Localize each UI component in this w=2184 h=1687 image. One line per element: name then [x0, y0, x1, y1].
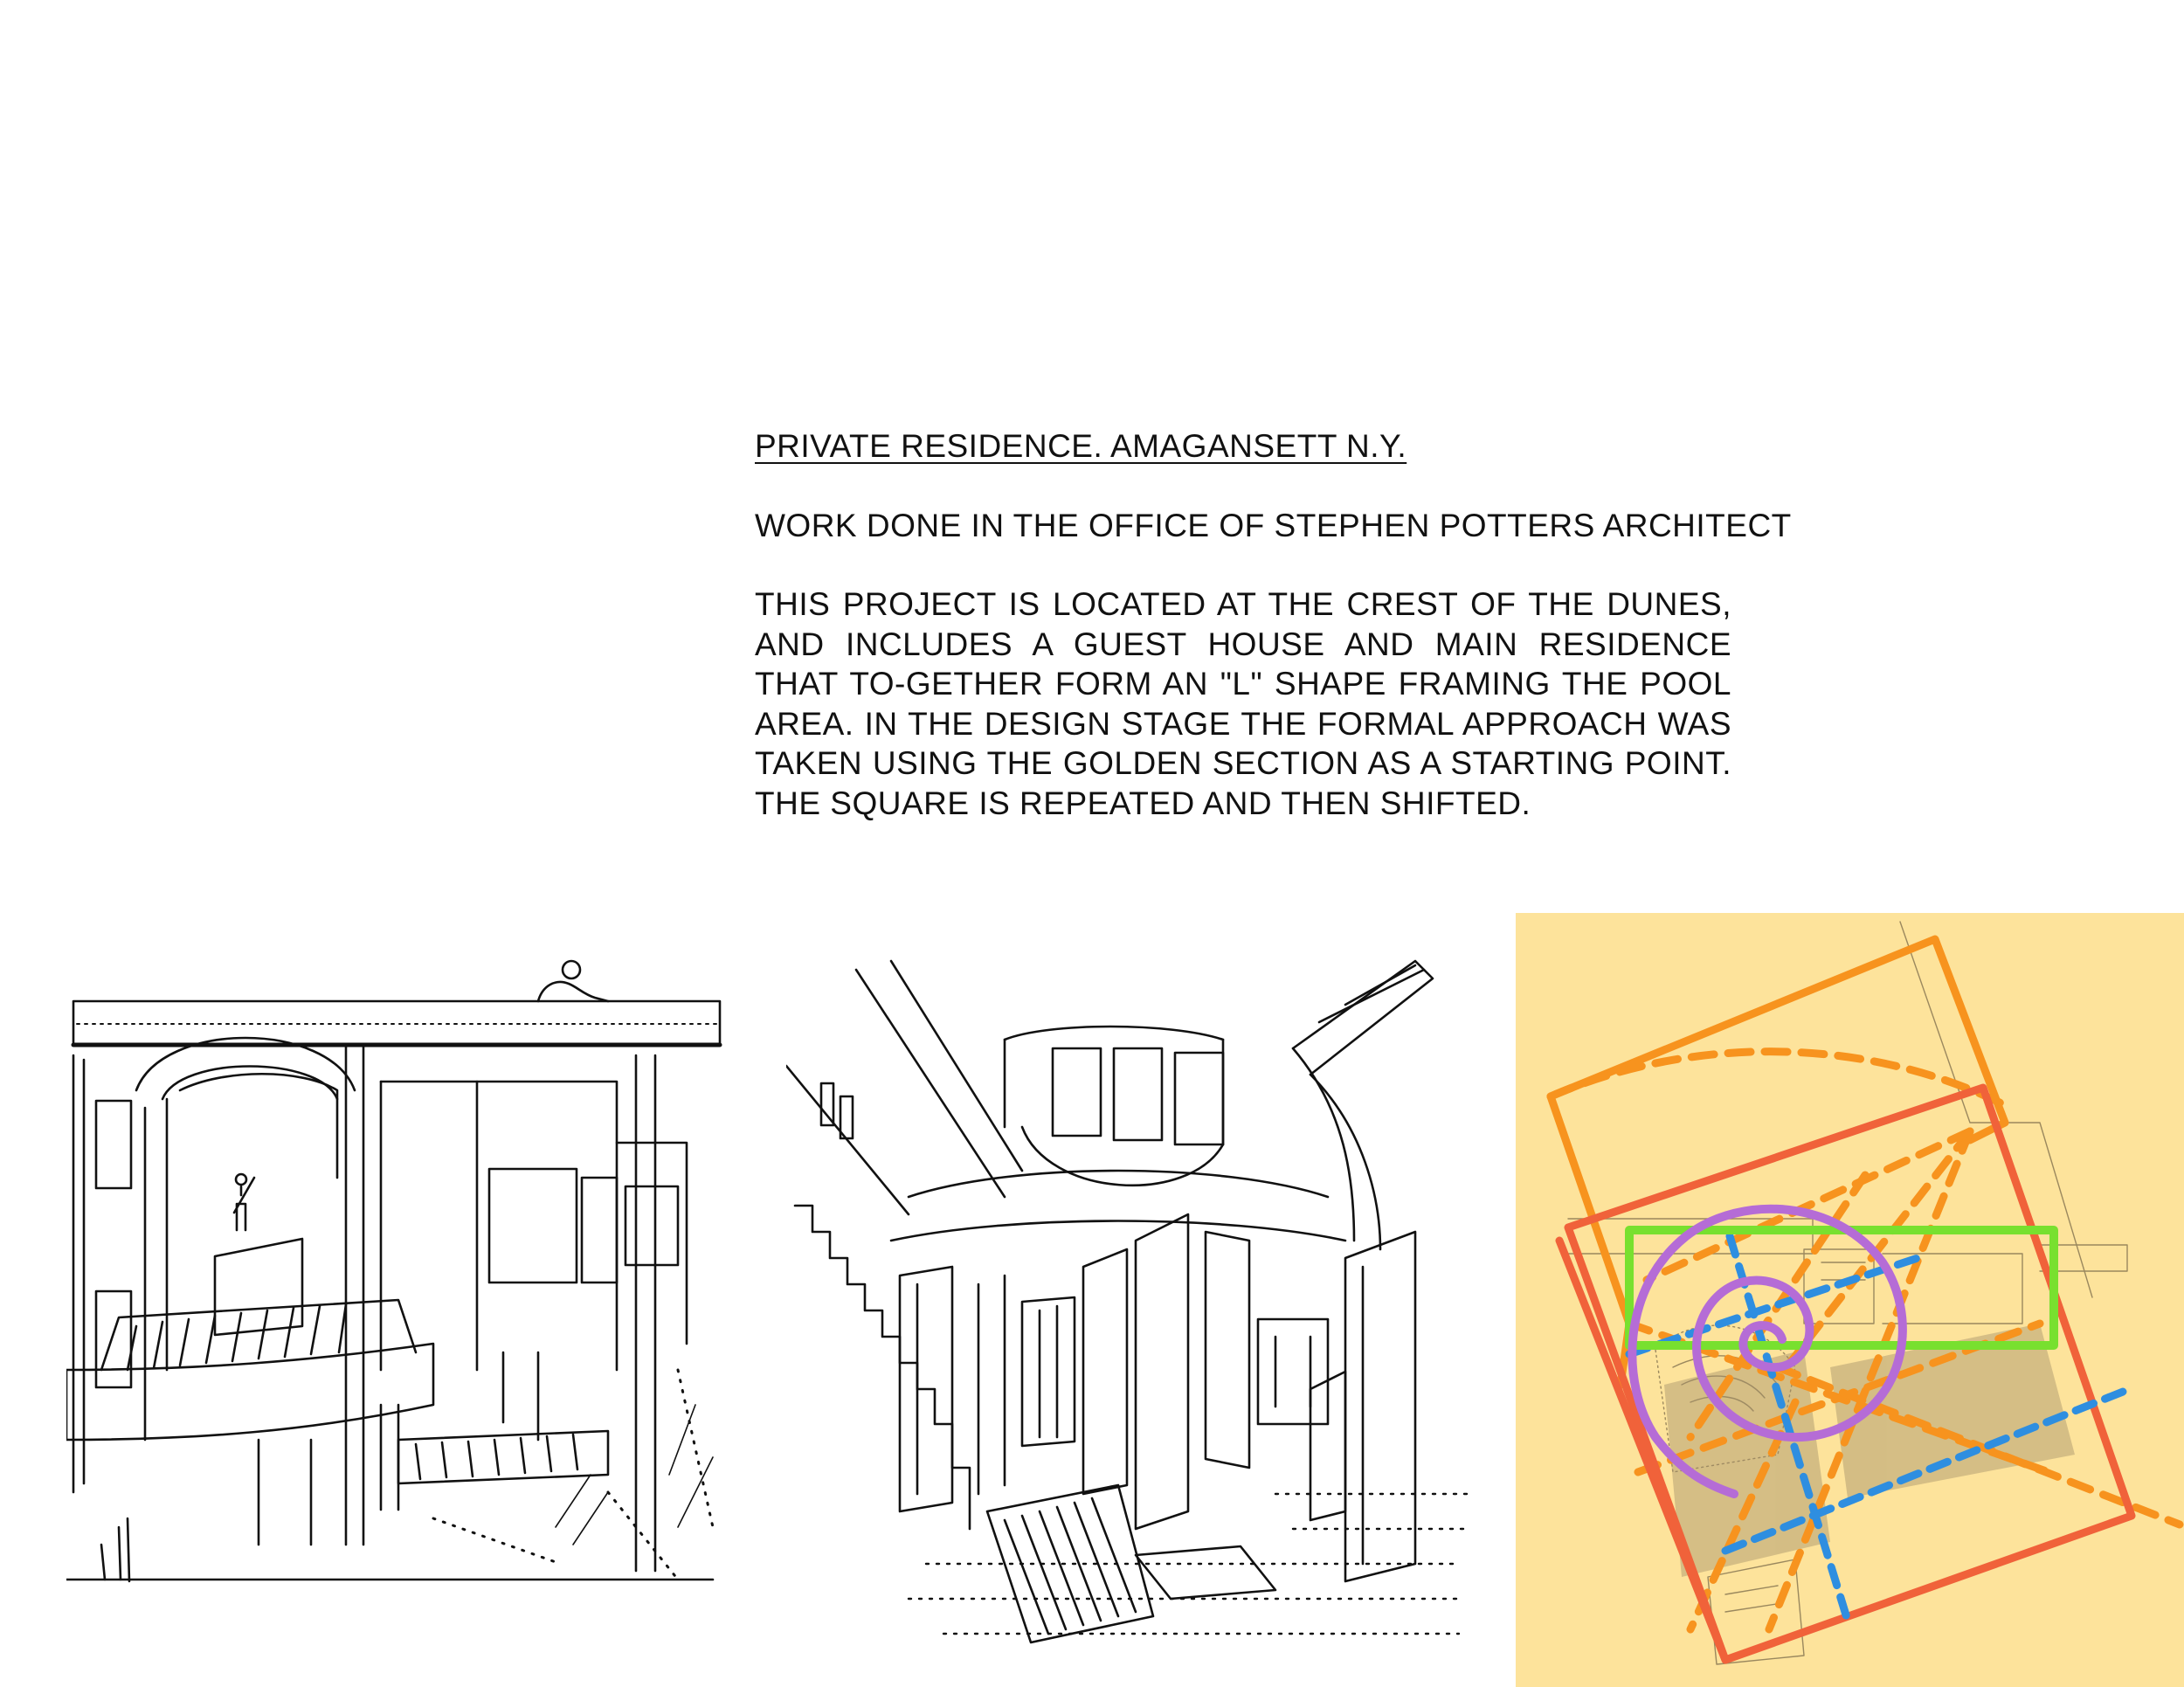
document-subtitle: WORK DONE IN THE OFFICE OF STEPHEN POTTERS ARCHITECT [755, 507, 1792, 543]
golden-section-diagram [1516, 913, 2184, 1687]
project-description: THIS PROJECT IS LOCATED AT THE CREST OF THE DUNES, AND INCLUDES A GUEST HOUSE AND MAIN RESIDENCE THAT TO-GETHER FORM AN "L" SHAPE FRAMING THE POOL AREA. IN THE DESIGN STAGE THE FORMAL APPROACH WAS TAKEN USING THE GOLDEN SECTION AS A STARTING POINT. THE SQUARE IS REPEATED AND THEN SHIFTED. [755, 586, 1731, 821]
interior-sketch [786, 952, 1471, 1649]
exterior-sketch [66, 916, 727, 1588]
text-block [755, 426, 1792, 823]
document-title: PRIVATE RESIDENCE. AMAGANSETT N.Y. [755, 428, 1407, 464]
